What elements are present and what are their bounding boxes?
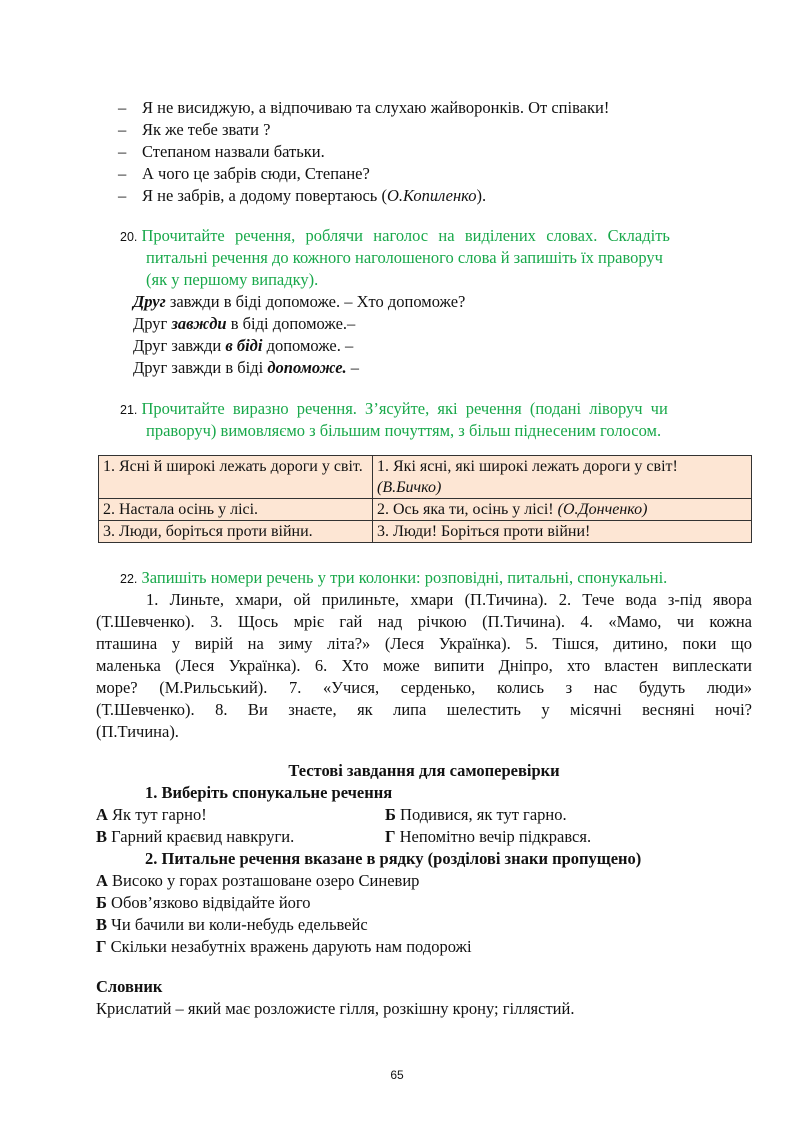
example-sentence: Друг завжди в біді допоможе. – xyxy=(133,336,354,355)
task-20-instruction-line2: питальні речення до кожного наголошеного слова й запишіть їх праворуч xyxy=(146,248,663,267)
answer-option: А Високо у горах розташоване озеро Синевир xyxy=(96,871,420,890)
answer-option: Б Подивися, як тут гарно. xyxy=(385,805,567,824)
answer-option: А Як тут гарно! xyxy=(96,805,207,824)
task-22-instruction: 22. Запишіть номери речень у три колонки: розповідні, питальні, спонукальні. xyxy=(120,568,668,587)
glossary-title: Словник xyxy=(96,977,163,996)
table-cell: 1. Які ясні, які широкі лежать дороги у світ! (В.Бичко) xyxy=(373,456,752,499)
task-22-text-line: (Т.Шевченко). 8. Ви знаєте, як липа шелестить у місячні весняні ночі? xyxy=(96,700,752,719)
task-20-instruction: 20. Прочитайте речення, роблячи наголос на виділених словах. Складіть xyxy=(120,226,670,245)
comparison-table xyxy=(98,455,752,543)
task-22-text-line: маленька (Леся Українка). 6. Хто може випити Дніпро, хто властен виплескати xyxy=(96,656,752,675)
example-sentence: Друг завжди в біді допоможе.– xyxy=(133,314,356,333)
task-20-instruction-line3: (як у першому випадку). xyxy=(146,270,319,289)
question-2-title: 2. Питальне речення вказане в рядку (розділові знаки пропущено) xyxy=(145,849,642,868)
table-cell: 3. Люди, боріться проти війни. xyxy=(99,521,373,543)
task-21-instruction: 21. Прочитайте виразно речення. З’ясуйте, які речення (подані ліворуч чи xyxy=(120,399,668,418)
dialogue-line: – Я не забрів, а додому повертаюсь (О.Копиленко). xyxy=(118,186,487,205)
answer-option: Б Обов’язково відвідайте його xyxy=(96,893,311,912)
task-22-text-line: пташина у вирій на зиму літа?» (Леся Українка). 5. Тішся, дитино, поки що xyxy=(96,634,752,653)
dialogue-line: – А чого це забрів сюди, Степане? xyxy=(118,164,370,183)
page-number: 65 xyxy=(390,1068,404,1082)
example-sentence: Друг завжди в біді допоможе. – Хто допоможе? xyxy=(133,292,466,311)
dialogue-line: – Як же тебе звати ? xyxy=(118,120,271,139)
table-row xyxy=(99,456,752,499)
test-title: Тестові завдання для самоперевірки xyxy=(288,761,560,780)
task-22-text-line: (П.Тичина). xyxy=(96,722,179,741)
table-cell: 1. Ясні й широкі лежать дороги у світ. xyxy=(99,456,373,499)
example-sentence: Друг завжди в біді допоможе. – xyxy=(133,358,360,377)
answer-option: В Чи бачили ви коли-небудь едельвейс xyxy=(96,915,368,934)
table-row xyxy=(99,499,752,521)
answer-option: Г Непомітно вечір підкрався. xyxy=(385,827,592,846)
task-22-text-line: море? (М.Рильський). 7. «Учися, серденько, колись з нас будуть люди» xyxy=(96,678,752,697)
task-22-text-line: (Т.Шевченко). 3. Щось мріє гай над річкою (П.Тичина). 4. «Мамо, чи кожна xyxy=(96,612,752,631)
table-row xyxy=(99,521,752,543)
dialogue-line: – Я не висиджую, а відпочиваю та слухаю жайворонків. От співаки! xyxy=(118,98,610,117)
table-cell: 2. Ось яка ти, осінь у лісі! (О.Донченко) xyxy=(373,499,752,521)
table-cell: 3. Люди! Боріться проти війни! xyxy=(373,521,752,543)
task-22-text-line: 1. Линьте, хмари, ой прилиньте, хмари (П.Тичина). 2. Тече вода з-під явора xyxy=(146,590,752,609)
task-21-instruction-line2: праворуч) вимовляємо з більшим почуттям, з більш піднесеним голосом. xyxy=(146,421,662,440)
glossary-entry: Крислатий – який має розложисте гілля, розкішну крону; гіллястий. xyxy=(96,999,575,1018)
question-1-title: 1. Виберіть спонукальне речення xyxy=(145,783,393,802)
answer-option: Г Скільки незабутніх вражень дарують нам подорожі xyxy=(96,937,472,956)
answer-option: В Гарний краєвид навкруги. xyxy=(96,827,295,846)
table-cell: 2. Настала осінь у лісі. xyxy=(99,499,373,521)
dialogue-line: – Степаном назвали батьки. xyxy=(118,142,325,161)
